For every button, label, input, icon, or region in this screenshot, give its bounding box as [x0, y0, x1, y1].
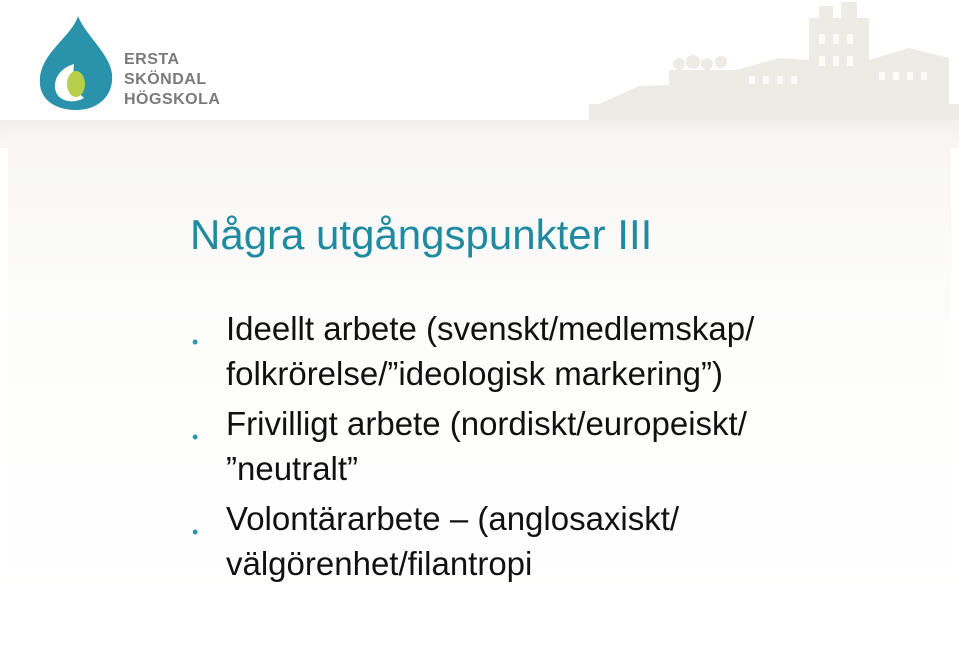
ersta-skondal-logo	[34, 12, 234, 112]
bullet-item	[190, 306, 890, 396]
bullet-line: välgörenhet/filantropi	[226, 545, 533, 582]
building-silhouette-illustration	[579, 0, 959, 128]
logo-line-3: HÖGSKOLA	[124, 91, 221, 108]
bullet-list	[190, 306, 890, 591]
slide-title: Några utgångspunkter III	[190, 211, 653, 258]
bullet-icon: •	[192, 427, 199, 447]
bullet-line: Frivilligt arbete (nordiskt/europeiskt/	[226, 405, 747, 442]
bullet-line: folkrörelse/”ideologisk markering”)	[226, 355, 723, 392]
slide-header	[0, 0, 959, 128]
logo-line-1: ERSTA	[124, 51, 180, 68]
bullet-item	[190, 401, 890, 491]
water-drop-logo-icon	[34, 12, 119, 112]
bullet-line: Volontärarbete – (anglosaxiskt/	[226, 500, 680, 537]
bullet-icon: •	[192, 522, 199, 542]
logo-line-2: SKÖNDAL	[124, 71, 207, 88]
bullet-item	[190, 496, 890, 586]
bullet-icon: •	[192, 332, 199, 352]
logo-text	[124, 50, 220, 110]
bullet-line: ”neutralt”	[226, 450, 359, 487]
bullet-line: Ideellt arbete (svenskt/medlemskap/	[226, 310, 755, 347]
